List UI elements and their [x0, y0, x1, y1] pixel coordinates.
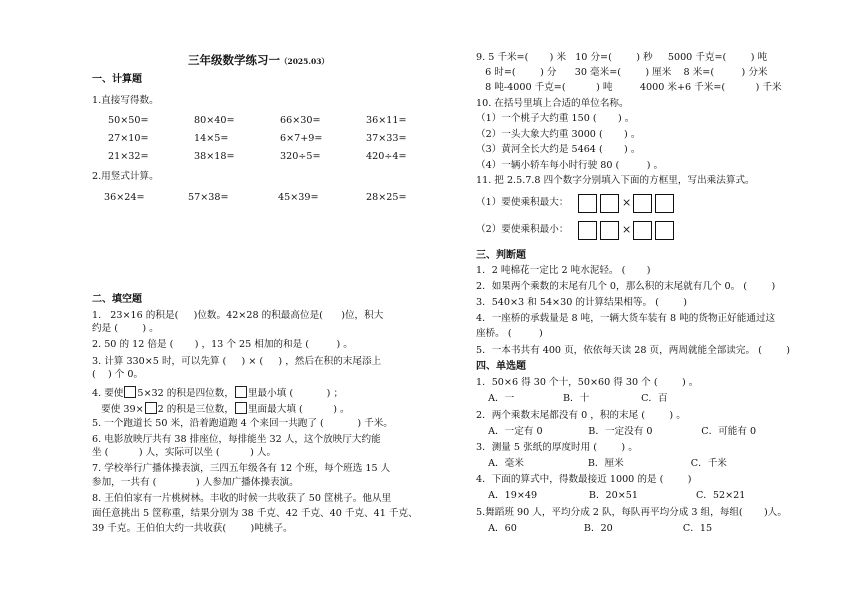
choice-question: 1．50×6 得 30 个十，50×60 得 30 个 ( ) 。 — [476, 377, 699, 388]
choice-question: 3．测量 5 张纸的厚度时用 ( ) 。 — [476, 442, 638, 453]
fill-line: 3. 计算 330×5 时，可以先算 ( ) × ( ) ，然后在积的末尾添上 — [92, 356, 382, 367]
fill-line: 坐 ( ) 人，实际可以坐 ( ) 人。 — [92, 447, 277, 458]
calc-item: 14×5= — [194, 133, 229, 144]
q-vertical-calc: 2.用竖式计算。 — [92, 171, 159, 182]
fill-line: 8. 王伯伯家有一片桃树林。丰收的时候一共收获了 50 筐桃子。他从里 — [92, 493, 392, 504]
answer-box[interactable] — [600, 221, 619, 240]
calc-item: 21×32= — [108, 151, 149, 162]
page-title: 三年级数学练习一（2025.03） — [188, 53, 329, 67]
fill-line: 要使 39× 2 的积是三位数， 里面最大填 ( ) 。 — [92, 404, 350, 415]
fill-line: 10. 在括号里填上合适的单位名称。 — [476, 98, 629, 109]
fill-line: 面任意挑出 5 筐称重，结果分别为 38 千克、42 千克、40 千克、41 千克、 — [92, 508, 418, 519]
fill-line: 6 时=( ) 分 30 毫米=( ) 厘米 8 米=( ) 分米 — [476, 67, 768, 78]
calc-item: 66×30= — [280, 115, 321, 126]
choice-question: 4．下面的算式中，得数最接近 1000 的是 ( ) — [476, 474, 692, 485]
fill-line: （1）一个桃子大约重 150 ( ) 。 — [476, 113, 635, 124]
judge-line: 3．540×3 和 54×30 的计算结果相等。 ( ) — [476, 297, 688, 308]
section-fill-heading: 二、填空题 — [92, 294, 142, 305]
choice-options: A．一 B．十 C．百 — [482, 393, 668, 404]
fill-line: 9. 5 千米=( ) 米 10 分=( ) 秒 5000 千克=( ) 吨 — [476, 52, 768, 63]
choice-options: A．19×49 B．20×51 C．52×21 — [482, 490, 746, 501]
blank-box — [235, 402, 247, 414]
blank-box — [145, 402, 157, 414]
vertical-item: 36×24= — [104, 192, 145, 203]
times-sign: × — [622, 223, 632, 236]
answer-box[interactable] — [655, 194, 674, 213]
choice-question: 2．两个乘数末尾都没有 0 ，积的末尾 ( ) 。 — [476, 410, 686, 421]
times-sign: × — [622, 196, 632, 209]
fill-line: （2）一头大象大约重 3000 ( ) 。 — [476, 129, 641, 140]
blank-box — [235, 386, 247, 398]
calc-item: 6×7+9= — [280, 133, 323, 144]
choice-options: A．60 B．20 C．15 — [482, 523, 713, 534]
fill-line: 参加，一共有 ( ) 人参加广播体操表演。 — [92, 477, 299, 488]
q-direct-write: 1.直接写得数。 — [92, 95, 159, 106]
fill-line: 39 千克。王伯伯大约一共收获( )吨桃子。 — [92, 523, 293, 534]
fill-line: 6. 电影放映厅共有 38 排座位，每排能坐 32 人，这个放映厅大约能 — [92, 434, 381, 445]
calc-item: 38×18= — [194, 151, 235, 162]
judge-line: 座桥。 ( ) — [476, 328, 543, 339]
choice-options: A．毫米 B．厘米 C．千米 — [482, 458, 727, 469]
judge-line: 5．一本书共有 400 页，依依每天读 28 页，两周就能全部读完。 ( ) — [476, 345, 791, 356]
fill-line: 5. 一个跑道长 50 米，沿着跑道跑 4 个来回一共跑了 ( ) 千米。 — [92, 418, 393, 429]
calc-item: 50×50= — [108, 115, 149, 126]
section-judge-heading: 三、判断题 — [476, 250, 526, 261]
fill-line: 8 吨-4000 千克=( ) 吨 4000 米+6 千米=( ) 千米 — [476, 82, 782, 93]
vertical-item: 57×38= — [188, 192, 229, 203]
fill-line: 1. 23×16 的积是( )位数。42×28 的积最高位是( )位，积大 — [92, 310, 384, 321]
answer-box[interactable] — [655, 221, 674, 240]
choice-question: 5.舞蹈班 90 人，平均分成 2 队，每队再平均分成 3 组，每组( )人。 — [476, 507, 787, 518]
calc-item: 36×11= — [366, 115, 407, 126]
fill-line: 2. 50 的 12 倍是 ( ) ，13 个 25 相加的和是 ( ) 。 — [92, 339, 353, 350]
vertical-item: 45×39= — [278, 192, 319, 203]
answer-box[interactable] — [578, 194, 597, 213]
calc-item: 420÷4= — [366, 151, 407, 162]
section-choice-heading: 四、单选题 — [476, 361, 526, 372]
choice-options: A．一定有 0 B．一定没有 0 C．可能有 0 — [482, 426, 757, 437]
fill-line: 11. 把 2.5.7.8 四个数字分别填入下面的方框里，写出乘法算式。 — [476, 175, 755, 186]
calc-item: 27×10= — [108, 133, 149, 144]
answer-box[interactable] — [600, 194, 619, 213]
section-calc-heading: 一、计算题 — [92, 74, 142, 85]
answer-box[interactable] — [578, 221, 597, 240]
fill-line: ( ) 个 0。 — [92, 369, 144, 380]
fill-line: （3）黄河全长大约是 5464 ( ) 。 — [476, 144, 641, 155]
judge-line: 4．一座桥的承载量是 8 吨，一辆大货车装有 8 吨的货物正好能通过这 — [476, 313, 776, 324]
judge-line: 2．如果两个乘数的末尾有几个 0，那么积的末尾就有几个 0。 ( ) — [476, 281, 776, 292]
answer-box[interactable] — [633, 221, 652, 240]
answer-box[interactable] — [633, 194, 652, 213]
calc-item: 37×33= — [366, 133, 407, 144]
fill-line: 约是 ( ) 。 — [92, 323, 159, 334]
blank-box — [124, 386, 136, 398]
vertical-item: 28×25= — [366, 192, 407, 203]
fill-line: 4. 要使 5×32 的积是四位数， 里最小填 ( ) ； — [92, 388, 344, 399]
calc-item: 80×40= — [194, 115, 235, 126]
product-min-label: （2）要使乘积最小： — [476, 224, 569, 235]
product-max-label: （1）要使乘积最大： — [476, 197, 569, 208]
calc-item: 320÷5= — [280, 151, 321, 162]
fill-line: 7. 学校举行广播体操表演，三四五年级各有 12 个班，每个班选 15 人 — [92, 463, 391, 474]
fill-line: （4）一辆小轿车每小时行驶 80 ( ) 。 — [476, 160, 664, 171]
judge-line: 1．2 吨棉花一定比 2 吨水泥轻。 ( ) — [476, 265, 651, 276]
